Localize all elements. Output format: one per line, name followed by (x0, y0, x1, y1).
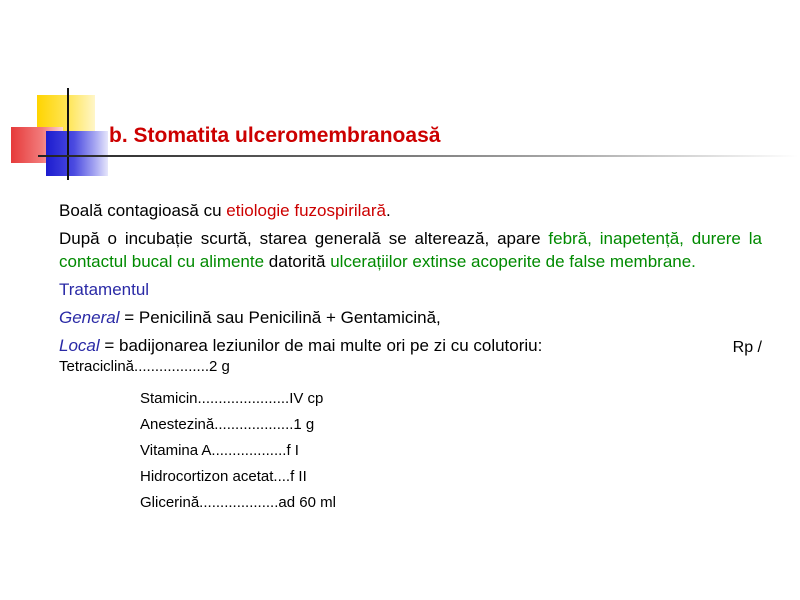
treatment-heading: Tratamentul (59, 280, 150, 299)
symptoms-highlight: febră, inapetență, durere la contactul bucal cu alimente (59, 229, 762, 271)
blue-square (46, 131, 108, 176)
prescription-line: Stamicin......................IV cp (140, 390, 324, 407)
general-label: General (59, 308, 120, 327)
slide-content (59, 199, 762, 377)
etiology-highlight: etiologie fuzospirilară (226, 201, 386, 220)
local-label: Local (59, 336, 100, 355)
paragraph-description: Boală contagioasă cu etiologie fuzospirilară. (59, 201, 391, 220)
prescription-line: Tetraciclină..................2 g (59, 358, 230, 375)
slide-title: b. Stomatita ulceromembranoasă (109, 124, 441, 147)
ulcerations-highlight: ulcerațiilor extinse acoperite de false membrane. (330, 252, 696, 271)
prescription-line: Anestezină...................1 g (140, 416, 315, 433)
prescription-list (140, 389, 336, 519)
rp-label: Rp / (732, 339, 762, 356)
prescription-line: Hidrocortizon acetat....f II (140, 468, 307, 485)
local-treatment: Local = badijonarea leziunilor de mai multe ori pe zi cu colutoriu: Rp / (59, 334, 762, 357)
decorative-squares (0, 0, 120, 190)
prescription-line: Vitamina A..................f I (140, 442, 299, 459)
general-treatment: General = Penicilină sau Penicilină + Gentamicină, (59, 308, 441, 327)
paragraph-symptoms: După o incubație scurtă, starea generală se alterează, apare febră, inapetență, durere la contactul bucal cu alimente datorită ulcerațiilor extinse acoperite de false membrane. (59, 229, 762, 271)
title-underline (38, 155, 798, 157)
vertical-rule (67, 88, 69, 180)
prescription-line: Glicerină...................ad 60 ml (140, 494, 336, 511)
